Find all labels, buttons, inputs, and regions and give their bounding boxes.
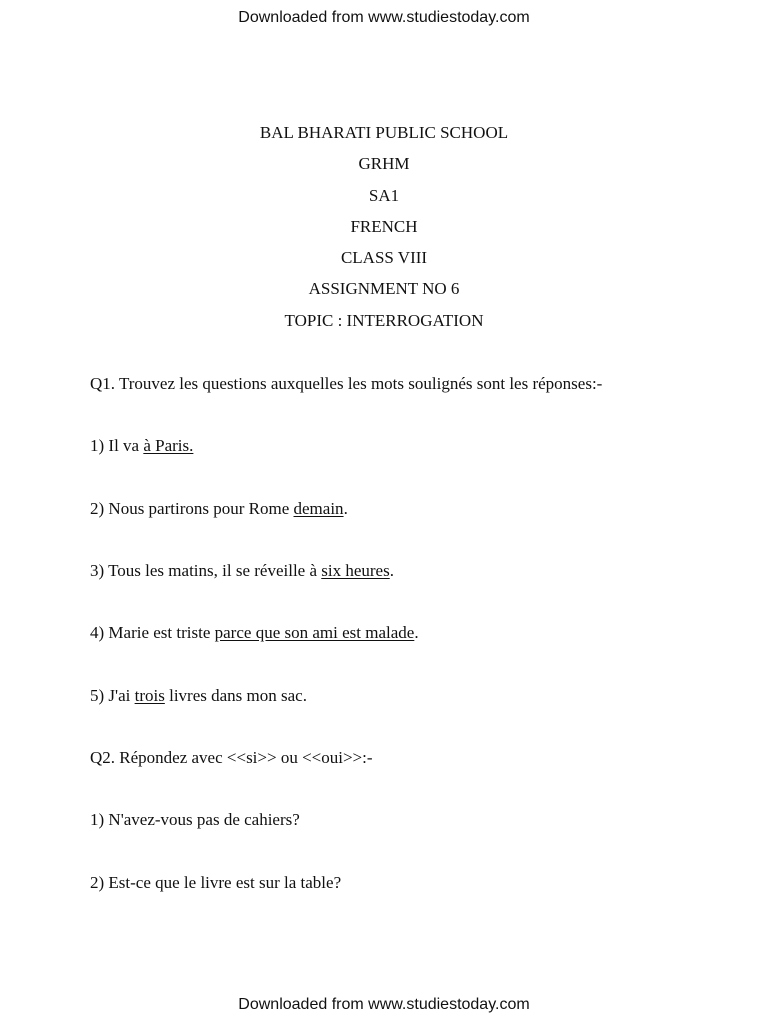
q1-item-3-after: .: [389, 561, 394, 580]
school-name: BAL BHARATI PUBLIC SCHOOL: [259, 123, 509, 142]
assignment-number: ASSIGNMENT NO 6: [308, 279, 460, 299]
subject-name: FRENCH: [350, 216, 418, 236]
q1-item-1-underlined: à Paris.: [143, 436, 194, 455]
q1-item-4-after: .: [414, 623, 419, 642]
q1-item-1: [90, 434, 750, 458]
q2-instruction: Q2. Répondez avec <<si>> ou <<oui>>:-: [90, 748, 373, 767]
q2-item-2: 2) Est-ce que le livre est sur la table?: [90, 873, 342, 892]
q1-item-5: [90, 684, 750, 708]
q1-item-2-underlined: demain: [293, 499, 344, 518]
document-header: [0, 121, 768, 340]
q1-item-3: [90, 559, 750, 583]
q2-item-1: 1) N'avez-vous pas de cahiers?: [90, 810, 300, 829]
q1-item-5-underlined: trois: [134, 686, 165, 705]
q1-item-2: [90, 497, 750, 521]
assignment-topic: TOPIC : INTERROGATION: [284, 310, 484, 330]
q1-item-1-text: 1) Il va: [90, 436, 144, 455]
q1-instruction: Q1. Trouvez les questions auxquelles les mots soulignés sont les réponses:-: [90, 374, 603, 393]
exam-term: SA1: [368, 185, 400, 205]
q1-item-5-text: 5) J'ai: [90, 686, 135, 705]
q1-item-4-underlined: parce que son ami est malade: [214, 623, 415, 642]
q1-item-3-text: 3) Tous les matins, il se réveille à: [90, 561, 322, 580]
q1-item-3-underlined: six heures: [321, 561, 390, 580]
q1-item-2-text: 2) Nous partirons pour Rome: [90, 499, 294, 518]
watermark-bottom: Downloaded from www.studiestoday.com: [238, 996, 530, 1013]
school-branch: GRHM: [358, 154, 410, 174]
q1-item-2-after: .: [343, 499, 348, 518]
q1-item-5-after: livres dans mon sac.: [164, 686, 307, 705]
watermark-top: Downloaded from www.studiestoday.com: [238, 9, 530, 26]
q1-item-4: [90, 621, 750, 645]
q1-item-4-text: 4) Marie est triste: [90, 623, 215, 642]
class-name: CLASS VIII: [340, 248, 428, 268]
